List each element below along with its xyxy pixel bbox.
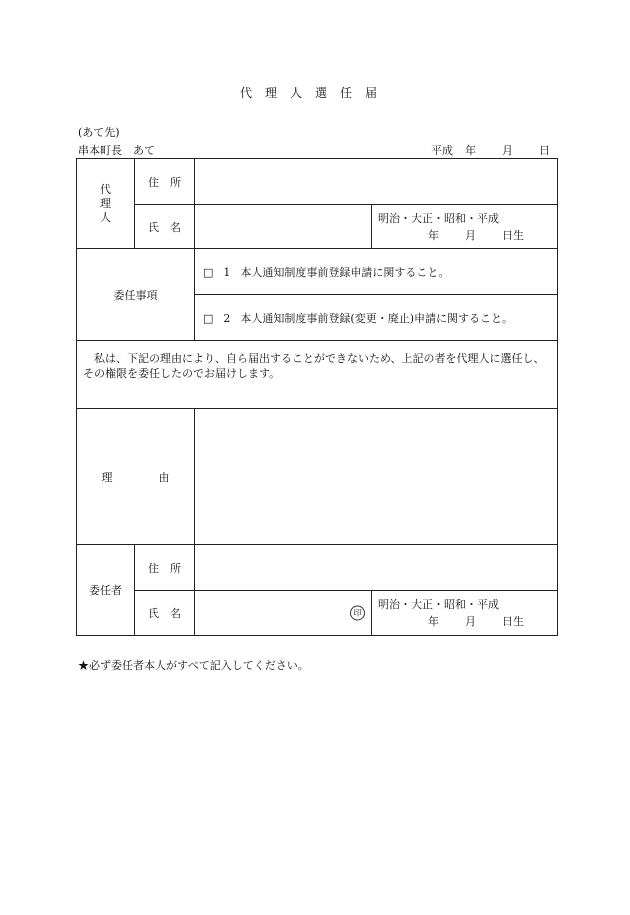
checkbox-1[interactable]: □ — [203, 265, 214, 279]
addressee: 串本町長 あて — [78, 144, 155, 157]
date-day: 日 — [539, 144, 550, 157]
checkbox-2[interactable]: □ — [203, 311, 214, 325]
agent-name-label: 氏 名 — [135, 205, 195, 249]
agent-section-label: 代 理 人 — [77, 159, 135, 249]
date-era: 平成 — [431, 144, 453, 157]
agent-birthdate-field[interactable]: 明治・大正・昭和・平成 年 月 日生 — [372, 205, 558, 249]
declaration-text: 私は、下記の理由により、自ら届出することができないため、上記の者を代理人に選任し、その権限を委任したのでお届けします。 — [77, 341, 558, 409]
agent-name-field[interactable] — [195, 205, 372, 249]
reason-field[interactable] — [195, 409, 558, 545]
application-form — [76, 158, 558, 636]
delegation-item-2[interactable]: □ 2 本人通知制度事前登録(変更・廃止)申請に関すること。 — [195, 295, 558, 341]
delegator-name-label: 氏 名 — [135, 591, 195, 636]
date-year: 年 — [465, 144, 476, 157]
seal-icon: 印 — [350, 606, 365, 621]
delegator-name-field[interactable] — [195, 591, 372, 636]
addressee-label: (あて先) — [78, 126, 120, 139]
delegator-address-field[interactable] — [195, 545, 558, 591]
agent-birth-eras: 明治・大正・昭和・平成 — [378, 211, 499, 225]
delegator-birthdate-field[interactable]: 明治・大正・昭和・平成 年 月 日生 — [372, 591, 558, 636]
agent-address-field[interactable] — [195, 159, 558, 205]
delegation-label: 委任事項 — [77, 249, 195, 341]
submission-date — [431, 142, 550, 158]
delegator-address-label: 住 所 — [135, 545, 195, 591]
document-title: 代理人選任届 — [239, 86, 390, 100]
delegation-item-1[interactable]: □ 1 本人通知制度事前登録申請に関すること。 — [195, 249, 558, 295]
delegator-birth-eras: 明治・大正・昭和・平成 — [378, 598, 499, 611]
delegator-section-label: 委任者 — [77, 545, 135, 636]
reason-label: 理 由 — [77, 409, 195, 545]
agent-address-label: 住 所 — [135, 159, 195, 205]
footer-note: ★必ず委任者本人がすべて記入してください。 — [78, 659, 309, 672]
date-month: 月 — [502, 144, 513, 157]
